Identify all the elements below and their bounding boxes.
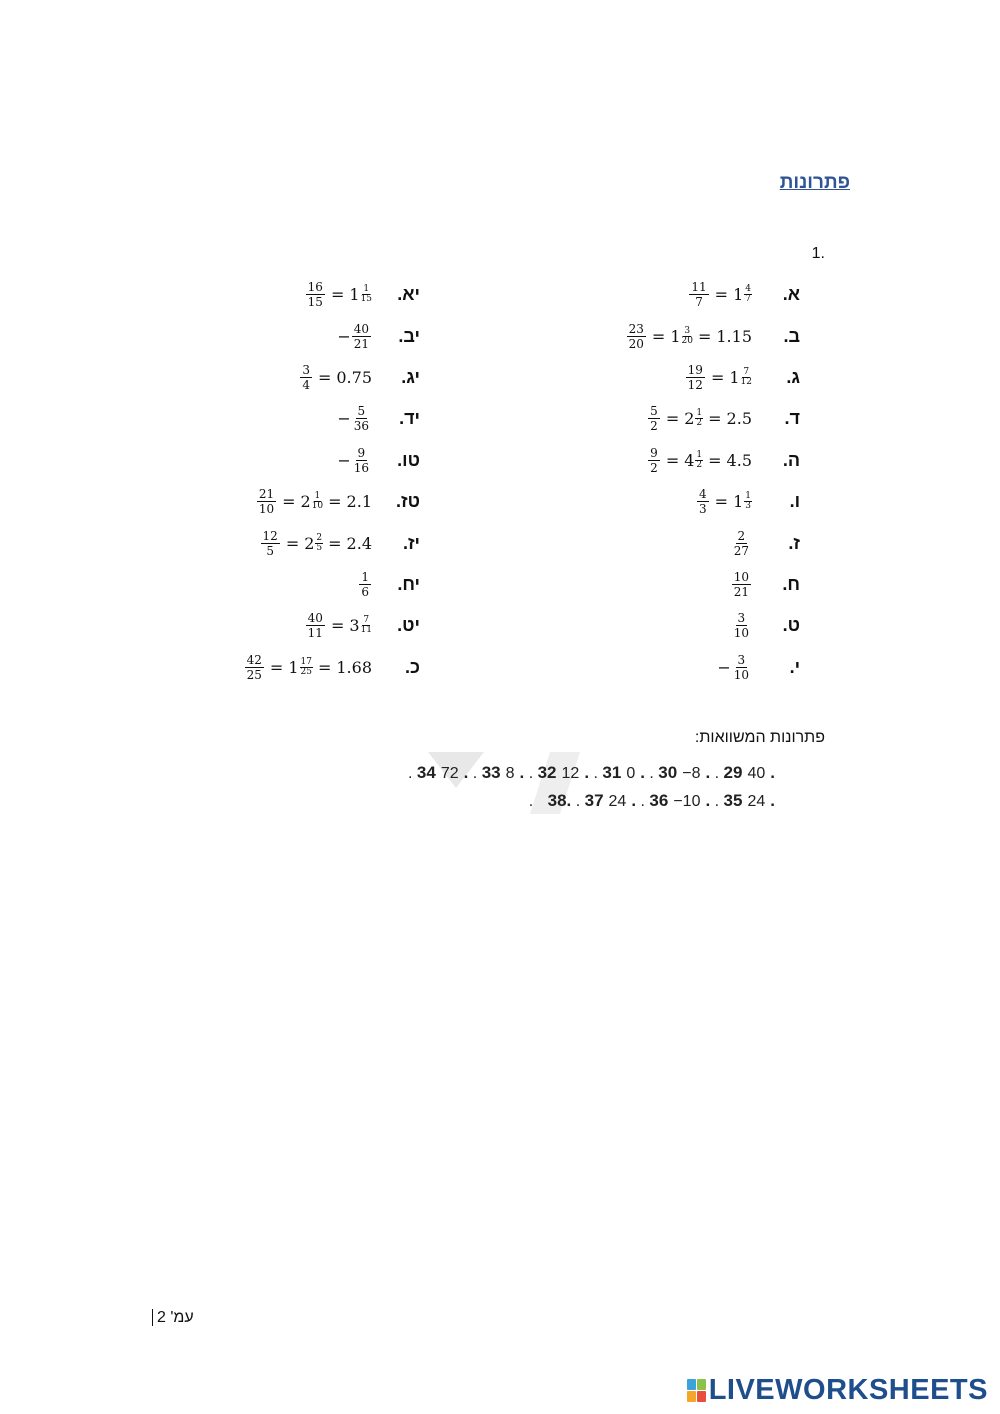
- equation-number: .37: [584, 791, 637, 810]
- numerator: 9: [650, 445, 658, 460]
- answer-row: [420, 647, 800, 688]
- numerator: 23: [628, 321, 644, 336]
- fraction: [300, 658, 313, 677]
- answer-expression: [256, 487, 372, 516]
- operator: =: [328, 492, 342, 512]
- denominator: 15: [307, 295, 323, 310]
- equation-number: .33: [481, 763, 525, 782]
- value-text: 2.1: [346, 492, 372, 512]
- answer-expression: [647, 404, 752, 433]
- fraction: [352, 404, 371, 433]
- answer-expression: [696, 487, 752, 516]
- whole-number: 4: [684, 450, 695, 470]
- equation-number: .29: [723, 763, 775, 782]
- fraction: [744, 285, 752, 304]
- equation-answer: −10: [673, 793, 701, 810]
- answer-row: [420, 398, 800, 439]
- numerator: 1: [696, 449, 703, 460]
- denominator: 3: [699, 502, 707, 517]
- numerator: 40: [307, 611, 323, 626]
- answer-expression: [731, 611, 752, 640]
- answer-label: יח.: [397, 573, 420, 594]
- equation-number: .36: [649, 791, 711, 810]
- answer-label: ו.: [789, 491, 800, 512]
- fraction: [744, 492, 752, 511]
- numerator: 1: [314, 491, 321, 502]
- operator: =: [328, 533, 342, 553]
- answer-expression: [685, 363, 752, 392]
- numerator: 12: [262, 528, 278, 543]
- answer-row: [420, 522, 800, 563]
- numerator: 42: [246, 652, 262, 667]
- answer-row: [420, 481, 800, 522]
- equation-number: .35: [723, 791, 775, 810]
- whole-number: 1: [349, 285, 360, 305]
- numerator: 1: [696, 408, 703, 419]
- whole-number: 1: [729, 367, 740, 387]
- fraction: [648, 404, 660, 433]
- answers-column-left: [40, 274, 420, 688]
- equation-answer: −8: [682, 765, 701, 782]
- answer-row: [40, 647, 420, 688]
- operator: =: [708, 409, 722, 429]
- answer-row: [40, 440, 420, 481]
- answer-label: כ.: [405, 656, 420, 677]
- fraction: [732, 529, 751, 558]
- answer-label: יט.: [397, 615, 420, 636]
- answer-expression: [305, 280, 372, 309]
- numerator: 3: [737, 611, 746, 626]
- numerator: 10: [733, 569, 749, 584]
- denominator: 7: [695, 295, 703, 310]
- fraction: [352, 322, 371, 351]
- denominator: 27: [733, 543, 749, 558]
- numerator: 40: [353, 321, 369, 336]
- equation-answer: 40: [747, 765, 766, 782]
- operator: =: [697, 326, 712, 346]
- value-text: 1.15: [716, 326, 752, 346]
- denominator: 20: [681, 335, 693, 346]
- answer-expression: [358, 570, 372, 599]
- answer-label: יב.: [398, 325, 420, 346]
- answer-expression: [337, 446, 372, 475]
- answer-expression: [647, 446, 752, 475]
- numerator: 4: [699, 487, 707, 502]
- answer-expression: [337, 322, 372, 351]
- operator: =: [330, 616, 345, 636]
- whole-number: 2: [304, 533, 315, 553]
- denominator: 21: [733, 584, 749, 599]
- denominator: 12: [687, 377, 703, 392]
- answer-row: [40, 315, 420, 356]
- answer-label: י.: [789, 656, 800, 677]
- answer-row: [40, 481, 420, 522]
- answer-row: [40, 564, 420, 605]
- answer-expression: [731, 529, 752, 558]
- equation-answers-row-2: .3524 . .36−10 . .3724 . .38 .: [528, 791, 775, 810]
- answer-expression: [688, 280, 752, 309]
- fraction: [306, 611, 325, 640]
- fraction: [361, 285, 372, 304]
- fraction: [686, 363, 705, 392]
- answer-row: [420, 357, 800, 398]
- denominator: 10: [733, 667, 749, 682]
- denominator: 12: [740, 376, 752, 387]
- value-text: −: [337, 450, 351, 470]
- numerator: 5: [650, 404, 658, 419]
- numerator: 3: [737, 652, 746, 667]
- answer-label: טז.: [396, 491, 420, 512]
- value-text: 0.75: [336, 367, 372, 387]
- operator: =: [714, 285, 729, 305]
- answer-label: טו.: [397, 449, 420, 470]
- numerator: 21: [258, 487, 275, 502]
- value-text: 2.5: [726, 409, 752, 429]
- answer-label: ח.: [782, 573, 800, 594]
- value-text: −: [337, 326, 351, 346]
- page-title: פתרונות: [779, 172, 850, 193]
- answer-expression: [626, 322, 752, 351]
- fraction: [697, 487, 709, 516]
- answer-row: [40, 357, 420, 398]
- operator: =: [665, 450, 680, 470]
- fraction: [648, 446, 660, 475]
- answer-expression: [337, 404, 372, 433]
- answer-label: יג.: [401, 366, 420, 387]
- fraction: [359, 570, 371, 599]
- whole-number: 1: [733, 492, 744, 512]
- operator: =: [710, 367, 725, 387]
- fraction: [312, 492, 323, 511]
- equation-answer: 72: [440, 765, 459, 782]
- equation-answer: 8: [505, 765, 515, 782]
- answer-row: [420, 564, 800, 605]
- whole-number: 1: [733, 285, 744, 305]
- value-text: 4.5: [726, 450, 752, 470]
- denominator: 11: [307, 626, 323, 641]
- fraction: [732, 653, 751, 682]
- denominator: 11: [360, 625, 372, 636]
- denominator: 25: [300, 666, 312, 677]
- denominator: 10: [311, 501, 324, 512]
- whole-number: 2: [300, 492, 311, 512]
- denominator: 21: [353, 336, 369, 351]
- denominator: 2: [650, 419, 658, 434]
- denominator: 2: [696, 418, 703, 429]
- denominator: 6: [361, 584, 369, 599]
- answer-label: יא.: [397, 284, 420, 305]
- answer-expression: [305, 611, 372, 640]
- equation-answer: 24: [608, 793, 627, 810]
- value-text: 1.68: [336, 657, 372, 677]
- answer-expression: [260, 529, 372, 558]
- answer-label: ה.: [782, 449, 800, 470]
- numerator: 1: [361, 569, 369, 584]
- page-footer: [150, 1309, 194, 1327]
- answer-label: ז.: [788, 532, 800, 553]
- numerator: 17: [300, 656, 312, 667]
- denominator: 5: [266, 543, 274, 558]
- numerator: 3: [302, 362, 310, 377]
- denominator: 7: [745, 294, 751, 305]
- equation-answers-row-1: .2940 . .30−8 . .310 . .3212 . .338 . .3472 .: [408, 763, 775, 782]
- numerator: 7: [363, 615, 370, 626]
- answer-label: יד.: [399, 408, 420, 429]
- value-text: −: [337, 409, 351, 429]
- liveworksheets-logo[interactable]: [687, 1374, 988, 1407]
- denominator: 5: [316, 542, 323, 553]
- fraction: [261, 529, 280, 558]
- operator: =: [651, 326, 666, 346]
- answer-expression: [731, 570, 752, 599]
- numerator: 2: [316, 532, 323, 543]
- answer-row: [40, 274, 420, 315]
- numerator: 3: [684, 325, 691, 336]
- denominator: 4: [302, 377, 310, 392]
- logo-text: LIVEWORKSHEETS: [708, 1374, 988, 1406]
- answer-row: [420, 315, 800, 356]
- answer-row: [420, 605, 800, 646]
- value-text: −: [717, 657, 731, 677]
- answer-row: [420, 274, 800, 315]
- answer-row: [40, 522, 420, 563]
- operator: =: [665, 409, 680, 429]
- fraction: [732, 570, 751, 599]
- fraction: [245, 653, 264, 682]
- numerator: 7: [743, 366, 750, 377]
- operator: =: [282, 492, 296, 512]
- denominator: 25: [246, 667, 262, 682]
- denominator: 10: [258, 502, 275, 517]
- numerator: 11: [691, 280, 707, 295]
- equation-number: .38: [547, 791, 572, 810]
- fraction: [257, 487, 276, 516]
- fraction: [689, 280, 708, 309]
- numerator: 1: [745, 491, 751, 502]
- denominator: 16: [353, 460, 369, 475]
- denominator: 36: [353, 419, 369, 434]
- logo-icon: [687, 1379, 706, 1402]
- operator: =: [285, 533, 300, 553]
- answer-label: ד.: [784, 408, 800, 429]
- numerator: 2: [737, 528, 746, 543]
- fraction: [682, 327, 693, 346]
- numerator: 1: [363, 284, 370, 295]
- denominator: 10: [733, 626, 749, 641]
- answer-label: א.: [782, 284, 800, 305]
- numerator: 9: [357, 445, 366, 460]
- answer-row: [40, 398, 420, 439]
- answer-label: ב.: [783, 325, 800, 346]
- operator: =: [317, 367, 332, 387]
- fraction: [741, 368, 752, 387]
- denominator: 2: [650, 460, 658, 475]
- equations-title: פתרונות המשוואות:: [694, 729, 825, 746]
- answer-expression: [299, 363, 372, 392]
- numerator: 4: [745, 284, 751, 295]
- equation-number: .32: [537, 763, 590, 782]
- whole-number: 3: [349, 616, 360, 636]
- page-number: עמ' 2: [152, 1309, 194, 1326]
- equation-answer: 24: [747, 793, 766, 810]
- operator: =: [714, 492, 729, 512]
- operator: =: [317, 657, 332, 677]
- operator: =: [330, 285, 345, 305]
- answer-label: יז.: [402, 532, 420, 553]
- fraction: [695, 451, 703, 470]
- whole-number: 1: [670, 326, 681, 346]
- fraction: [695, 409, 703, 428]
- whole-number: 1: [288, 657, 299, 677]
- denominator: 15: [360, 294, 372, 305]
- equation-answer: 0: [626, 765, 636, 782]
- answer-expression: [244, 653, 372, 682]
- answer-label: ט.: [782, 615, 800, 636]
- answer-label: ג.: [786, 366, 800, 387]
- operator: =: [269, 657, 284, 677]
- answer-row: [40, 605, 420, 646]
- answer-row: [420, 440, 800, 481]
- answer-expression: [717, 653, 752, 682]
- fraction: [300, 363, 312, 392]
- fraction: [627, 322, 646, 351]
- denominator: 20: [628, 336, 644, 351]
- numerator: 5: [357, 404, 366, 419]
- equation-number: .30: [658, 763, 711, 782]
- denominator: 2: [696, 459, 703, 470]
- fraction: [315, 534, 323, 553]
- fraction: [732, 611, 751, 640]
- fraction: [306, 280, 325, 309]
- numerator: 16: [307, 280, 323, 295]
- equation-answer: 12: [561, 765, 580, 782]
- value-text: 2.4: [346, 533, 372, 553]
- numerator: 19: [687, 362, 703, 377]
- question-number: 1.: [811, 245, 825, 262]
- fraction: [352, 446, 371, 475]
- fraction: [361, 616, 372, 635]
- operator: =: [708, 450, 722, 470]
- denominator: 3: [745, 501, 751, 512]
- equation-number: .34: [416, 763, 469, 782]
- answers-column-right: [420, 274, 800, 688]
- equation-number: .31: [602, 763, 645, 782]
- whole-number: 2: [684, 409, 695, 429]
